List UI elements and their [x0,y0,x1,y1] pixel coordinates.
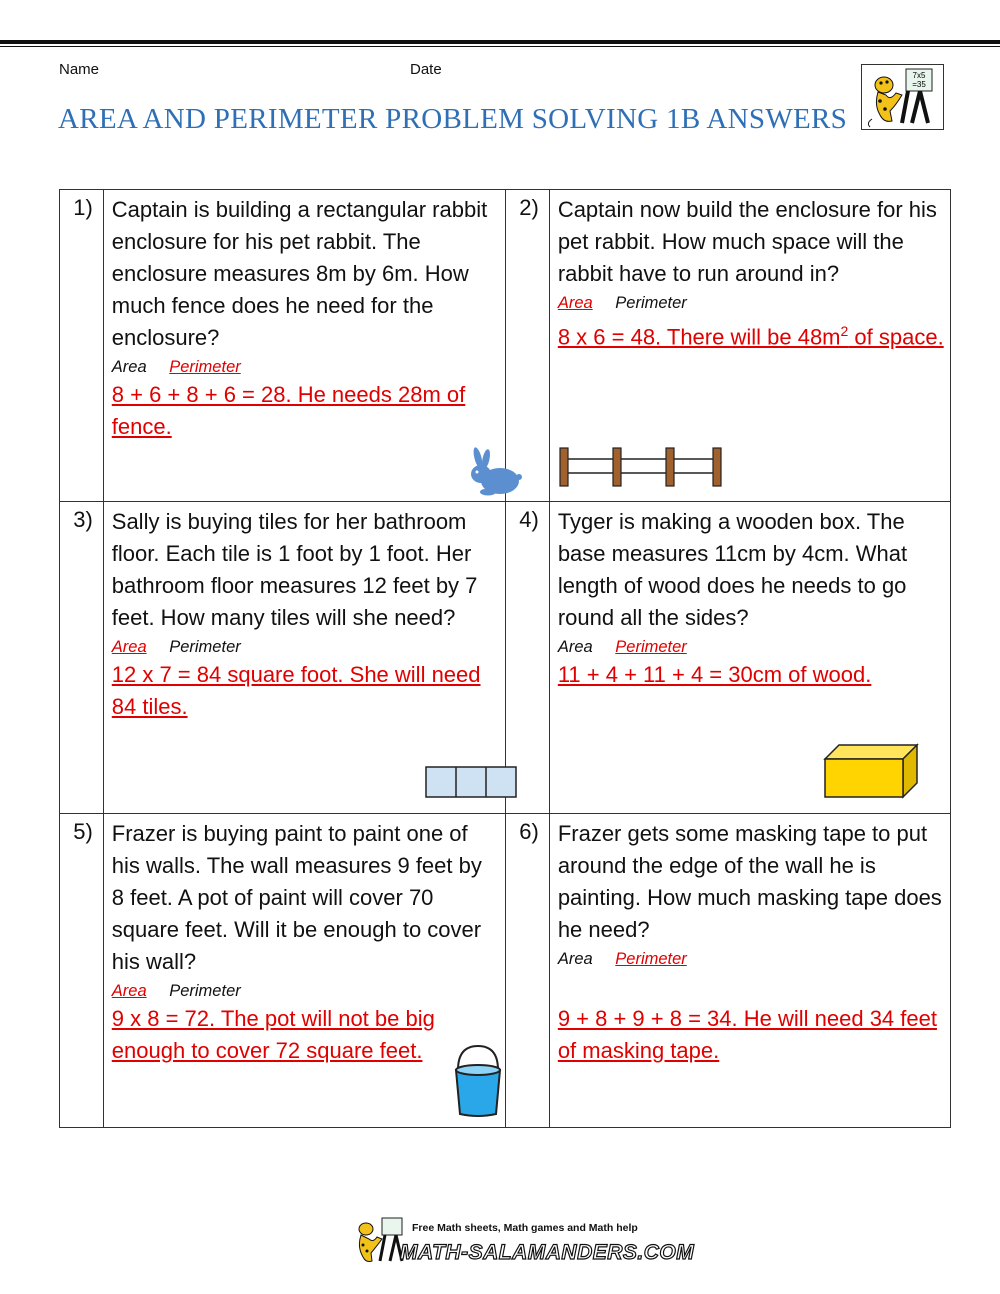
problem-number: 1) [60,190,104,502]
top-rule [0,40,1000,44]
problem-cell-3 [103,502,505,814]
logo-sign-line1: 7x5 [912,71,926,80]
tiles-icon [425,766,517,798]
wooden-box-icon [823,743,919,799]
top-rule-thin [0,46,1000,47]
answer-type-options [112,979,499,1003]
problem-answer: 9 x 8 = 72. The pot will not be big enough to cover 72 square feet. [111,1006,435,1063]
problem-number: 6) [506,814,550,1128]
problem-question: Captain now build the enclosure for his pet rabbit. How much space will the rabbit have to run around in? [557,197,937,286]
problem-question: Frazer is buying paint to paint one of his walls. The wall measures 9 feet by 8 feet. A pot of paint will cover 70 square feet. Will it be enough to cover his wall? [111,821,482,974]
problem-answer: 8 x 6 = 48. There will be $48m^2$ of space. [557,323,944,350]
name-label: Name [59,61,100,78]
option-area: Area [111,638,147,656]
answer-type-options [558,947,944,971]
page-title: AREA AND PERIMETER PROBLEM SOLVING 1B ANSWERS [58,103,848,135]
problem-question: Frazer gets some masking tape to put around the edge of the wall he is painting. How much masking tape does he need? [557,821,942,942]
problem-cell-6 [549,814,950,1128]
problem-question: Captain is building a rectangular rabbit enclosure for his pet rabbit. The enclosure measures 8m by 6m. How much fence does he need for the enclosure? [111,197,488,350]
problem-answer: 8 + 6 + 8 + 6 = 28. He needs 28m of fence. [111,382,466,439]
problem-answer: 11 + 4 + 11 + 4 = 30cm of wood. [557,662,872,687]
option-perimeter: Perimeter [615,294,687,312]
logo-sign-line2: =35 [912,80,926,89]
problem-number: 2) [506,190,550,502]
problem-cell-1 [103,190,505,502]
rabbit-icon [464,447,522,497]
problem-question: Tyger is making a wooden box. The base measures 11cm by 4cm. What length of wood does he needs to go round all the sides? [557,509,908,630]
paint-pot-icon [452,1044,504,1118]
option-area: Area [111,358,147,376]
answer-type-options [558,635,944,659]
option-perimeter: Perimeter [169,358,241,376]
problem-number: 3) [60,502,104,814]
problem-number: 5) [60,814,104,1128]
fence-icon [556,446,724,488]
answer-type-options [558,291,944,315]
option-perimeter: Perimeter [615,638,687,656]
footer-site: MATH-SALAMANDERS.COM [400,1241,695,1264]
problem-answer: 12 x 7 = 84 square foot. She will need 84 tiles. [111,662,481,719]
date-label: Date [410,61,442,78]
problem-table [59,189,951,1128]
option-area: Area [557,950,593,968]
option-perimeter: Perimeter [615,950,687,968]
footer-tagline: Free Math sheets, Math games and Math help [412,1222,638,1234]
problem-cell-5 [103,814,505,1128]
problem-answer: 9 + 8 + 9 + 8 = 34. He will need 34 feet of masking tape. [557,1006,937,1063]
option-area: Area [557,294,593,312]
option-area: Area [557,638,593,656]
answer-type-options [112,355,499,379]
option-perimeter: Perimeter [169,982,241,1000]
problem-number: 4) [506,502,550,814]
salamander-logo [861,64,944,130]
option-area: Area [111,982,147,1000]
problem-cell-4 [549,502,950,814]
option-perimeter: Perimeter [169,638,241,656]
answer-type-options [112,635,499,659]
footer-logo [352,1215,695,1267]
problem-cell-2 [549,190,950,502]
problem-question: Sally is buying tiles for her bathroom floor. Each tile is 1 foot by 1 foot. Her bathroom floor measures 12 feet by 7 feet. How many tiles will she need? [111,509,478,630]
